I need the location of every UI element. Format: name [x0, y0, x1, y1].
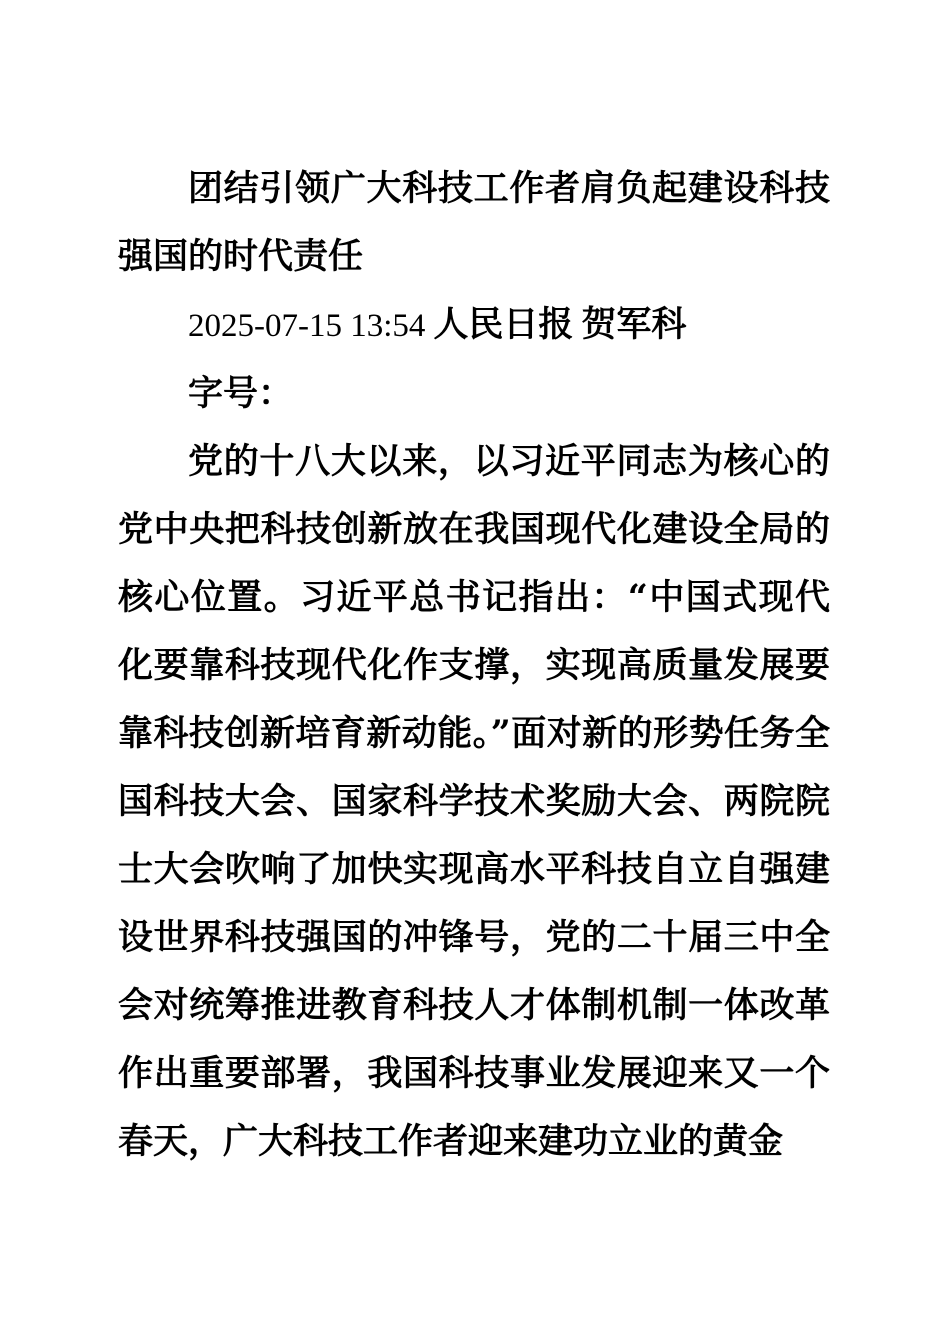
font-size-label[interactable]: 字号： [188, 373, 294, 414]
article-body-paragraph: 党的十八大以来，以习近平同志为核心的党中央把科技创新放在我国现代化建设全局的核心位置。习近平总书记指出：“中国式现代化要靠科技现代化作支撑，实现高质量发展要靠科技创新培育新动能。”面对新的形势任务全国科技大会、国家科学技术奖励大会、两院院士大会吹响了加快实现高水平科技自立自强建设世界科技强国的冲锋号，党的二十届三中全会对统筹推进教育科技人才体制机制一体改革作出重要部署，我国科技事业发展迎来又一个春天，广大科技工作者迎来建功立业的黄金 [118, 441, 830, 1162]
article-datetime: 2025-07-15 13:54 [188, 308, 426, 344]
article-source: 人民日报 [433, 304, 574, 345]
article-meta [118, 291, 830, 360]
article-content [118, 155, 830, 1176]
article-author: 贺军科 [581, 304, 687, 345]
article-title: 团结引领广大科技工作者肩负起建设科技强国的时代责任 [118, 168, 830, 277]
